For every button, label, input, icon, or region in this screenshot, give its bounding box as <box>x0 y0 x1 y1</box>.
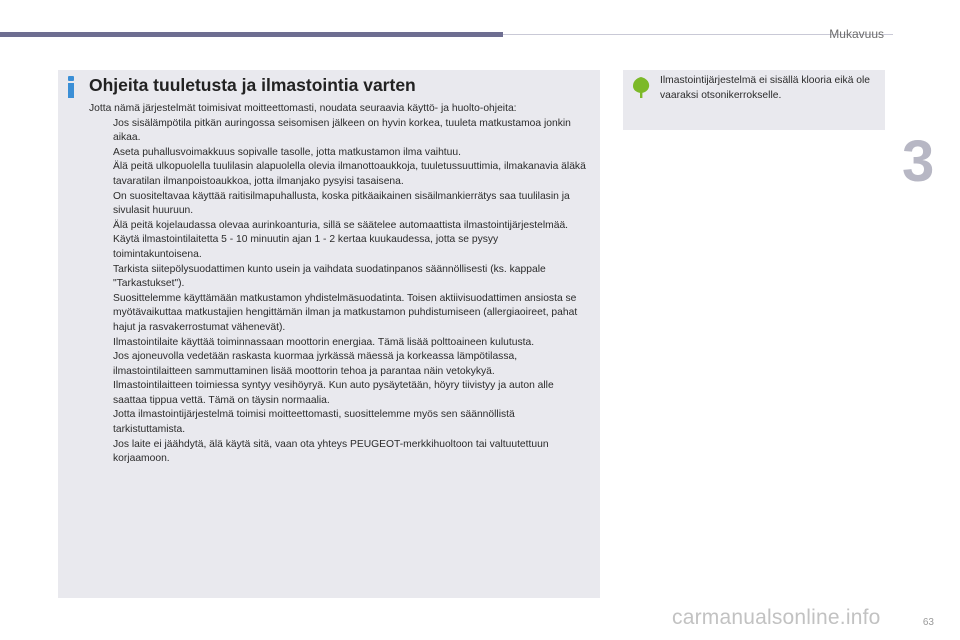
advice-intro: Jotta nämä järjestelmät toimisivat moitteettomasti, noudata seuraavia käyttö- ja huolto-ohjeita: <box>89 103 517 114</box>
advice-paragraph: Ilmastointilaite käyttää toiminnassaan moottorin energiaa. Tämä lisää polttoaineen kulutusta. <box>113 336 535 348</box>
chapter-number: 3 <box>902 129 935 194</box>
section-name: Mukavuus <box>829 27 884 41</box>
advice-paragraph: Jotta ilmastointijärjestelmä toimisi moitteettomasti, suosittelemme myös sen säännöllistä tarkistuttamista. <box>113 409 515 436</box>
advice-item <box>89 233 588 262</box>
advice-item <box>89 117 588 161</box>
advice-paragraph: Jos sisälämpötila pitkän auringossa seisomisen jälkeen on hyvin korkea, tuuleta matkustamoa jonkin aikaa. <box>113 117 571 144</box>
environment-note-box <box>623 70 885 130</box>
environment-note-text: Ilmastointijärjestelmä ei sisällä klooria eikä ole vaaraksi otsonikerrokselle. <box>660 75 871 101</box>
advice-paragraph: Ilmastointilaitteen toimiessa syntyy vesihöyryä. Kun auto pysäytetään, höyry tiivistyy ja auton alle saattaa tippua vettä. Tämä on täysin normaalia. <box>113 380 554 406</box>
advice-list <box>89 117 588 467</box>
advice-paragraph: Älä peitä ulkopuolella tuulilasin alapuolella olevia ilmanottoaukkoja, tuuletussuuttimia, ilmakanavia äläkä tavaratilan ilmanpoistoaukkoa, jotta ilmanjako pysyisi tasaisena. <box>113 161 586 187</box>
ventilation-advice-box <box>58 70 600 598</box>
advice-paragraph: Käytä ilmastointilaitetta 5 - 10 minuutin ajan 1 - 2 kertaa kuukaudessa, jotta se pysyy toimintakuntoisena. <box>113 234 499 260</box>
advice-item <box>89 160 588 189</box>
advice-paragraph: Jos laite ei jäähdytä, älä käytä sitä, vaan ota yhteys PEUGEOT-merkkihuoltoon tai valtuutettuun korjaamoon. <box>113 438 549 465</box>
advice-item <box>89 263 588 336</box>
advice-item <box>89 408 588 437</box>
advice-paragraph: Jos ajoneuvolla vedetään raskasta kuormaa jyrkässä mäessä ja korkeassa lämpötilassa, ilmastointilaitteen sammuttaminen lisää moottorin tehoa ja parantaa näin vetokykyä. <box>113 351 518 377</box>
advice-item <box>89 336 588 409</box>
header-accent-rule <box>0 32 503 37</box>
advice-item <box>89 438 588 467</box>
advice-title: Ohjeita tuuletusta ja ilmastointia varten <box>89 75 416 95</box>
advice-item <box>89 190 588 219</box>
watermark: carmanualsonline.info <box>672 606 881 629</box>
page-number: 63 <box>922 617 934 628</box>
advice-paragraph: Tarkista siitepölysuodattimen kunto usein ja vaihdata suodatinpanos säännöllisesti (ks. kappale "Tarkastukset"). <box>113 263 546 290</box>
info-icon <box>66 76 76 98</box>
advice-paragraph: On suositeltavaa käyttää raitisilmapuhallusta, koska pitkäaikainen sisäilmankierrätys saa tuulilasin ja sivulasit huuruun. <box>113 190 570 217</box>
advice-paragraph: Suosittelemme käyttämään matkustamon yhdistelmäsuodatinta. Toisen aktiivisuodattimen ansiosta se myötävaikuttaa matkustajien hengittämän ilman ja matkustamon puhdistumiseen (allergiaoireet, pahat hajut ja rasvakerrostumat vähenevät). <box>113 292 578 333</box>
advice-paragraph: Älä peitä kojelaudassa olevaa aurinkoanturia, sillä se säätelee automaattista ilmastointijärjestelmää. <box>113 219 569 231</box>
advice-item <box>89 219 588 234</box>
leaf-icon <box>631 76 651 98</box>
advice-paragraph: Aseta puhallusvoimakkuus sopivalle tasolle, jotta matkustamon ilma vaihtuu. <box>113 146 461 158</box>
